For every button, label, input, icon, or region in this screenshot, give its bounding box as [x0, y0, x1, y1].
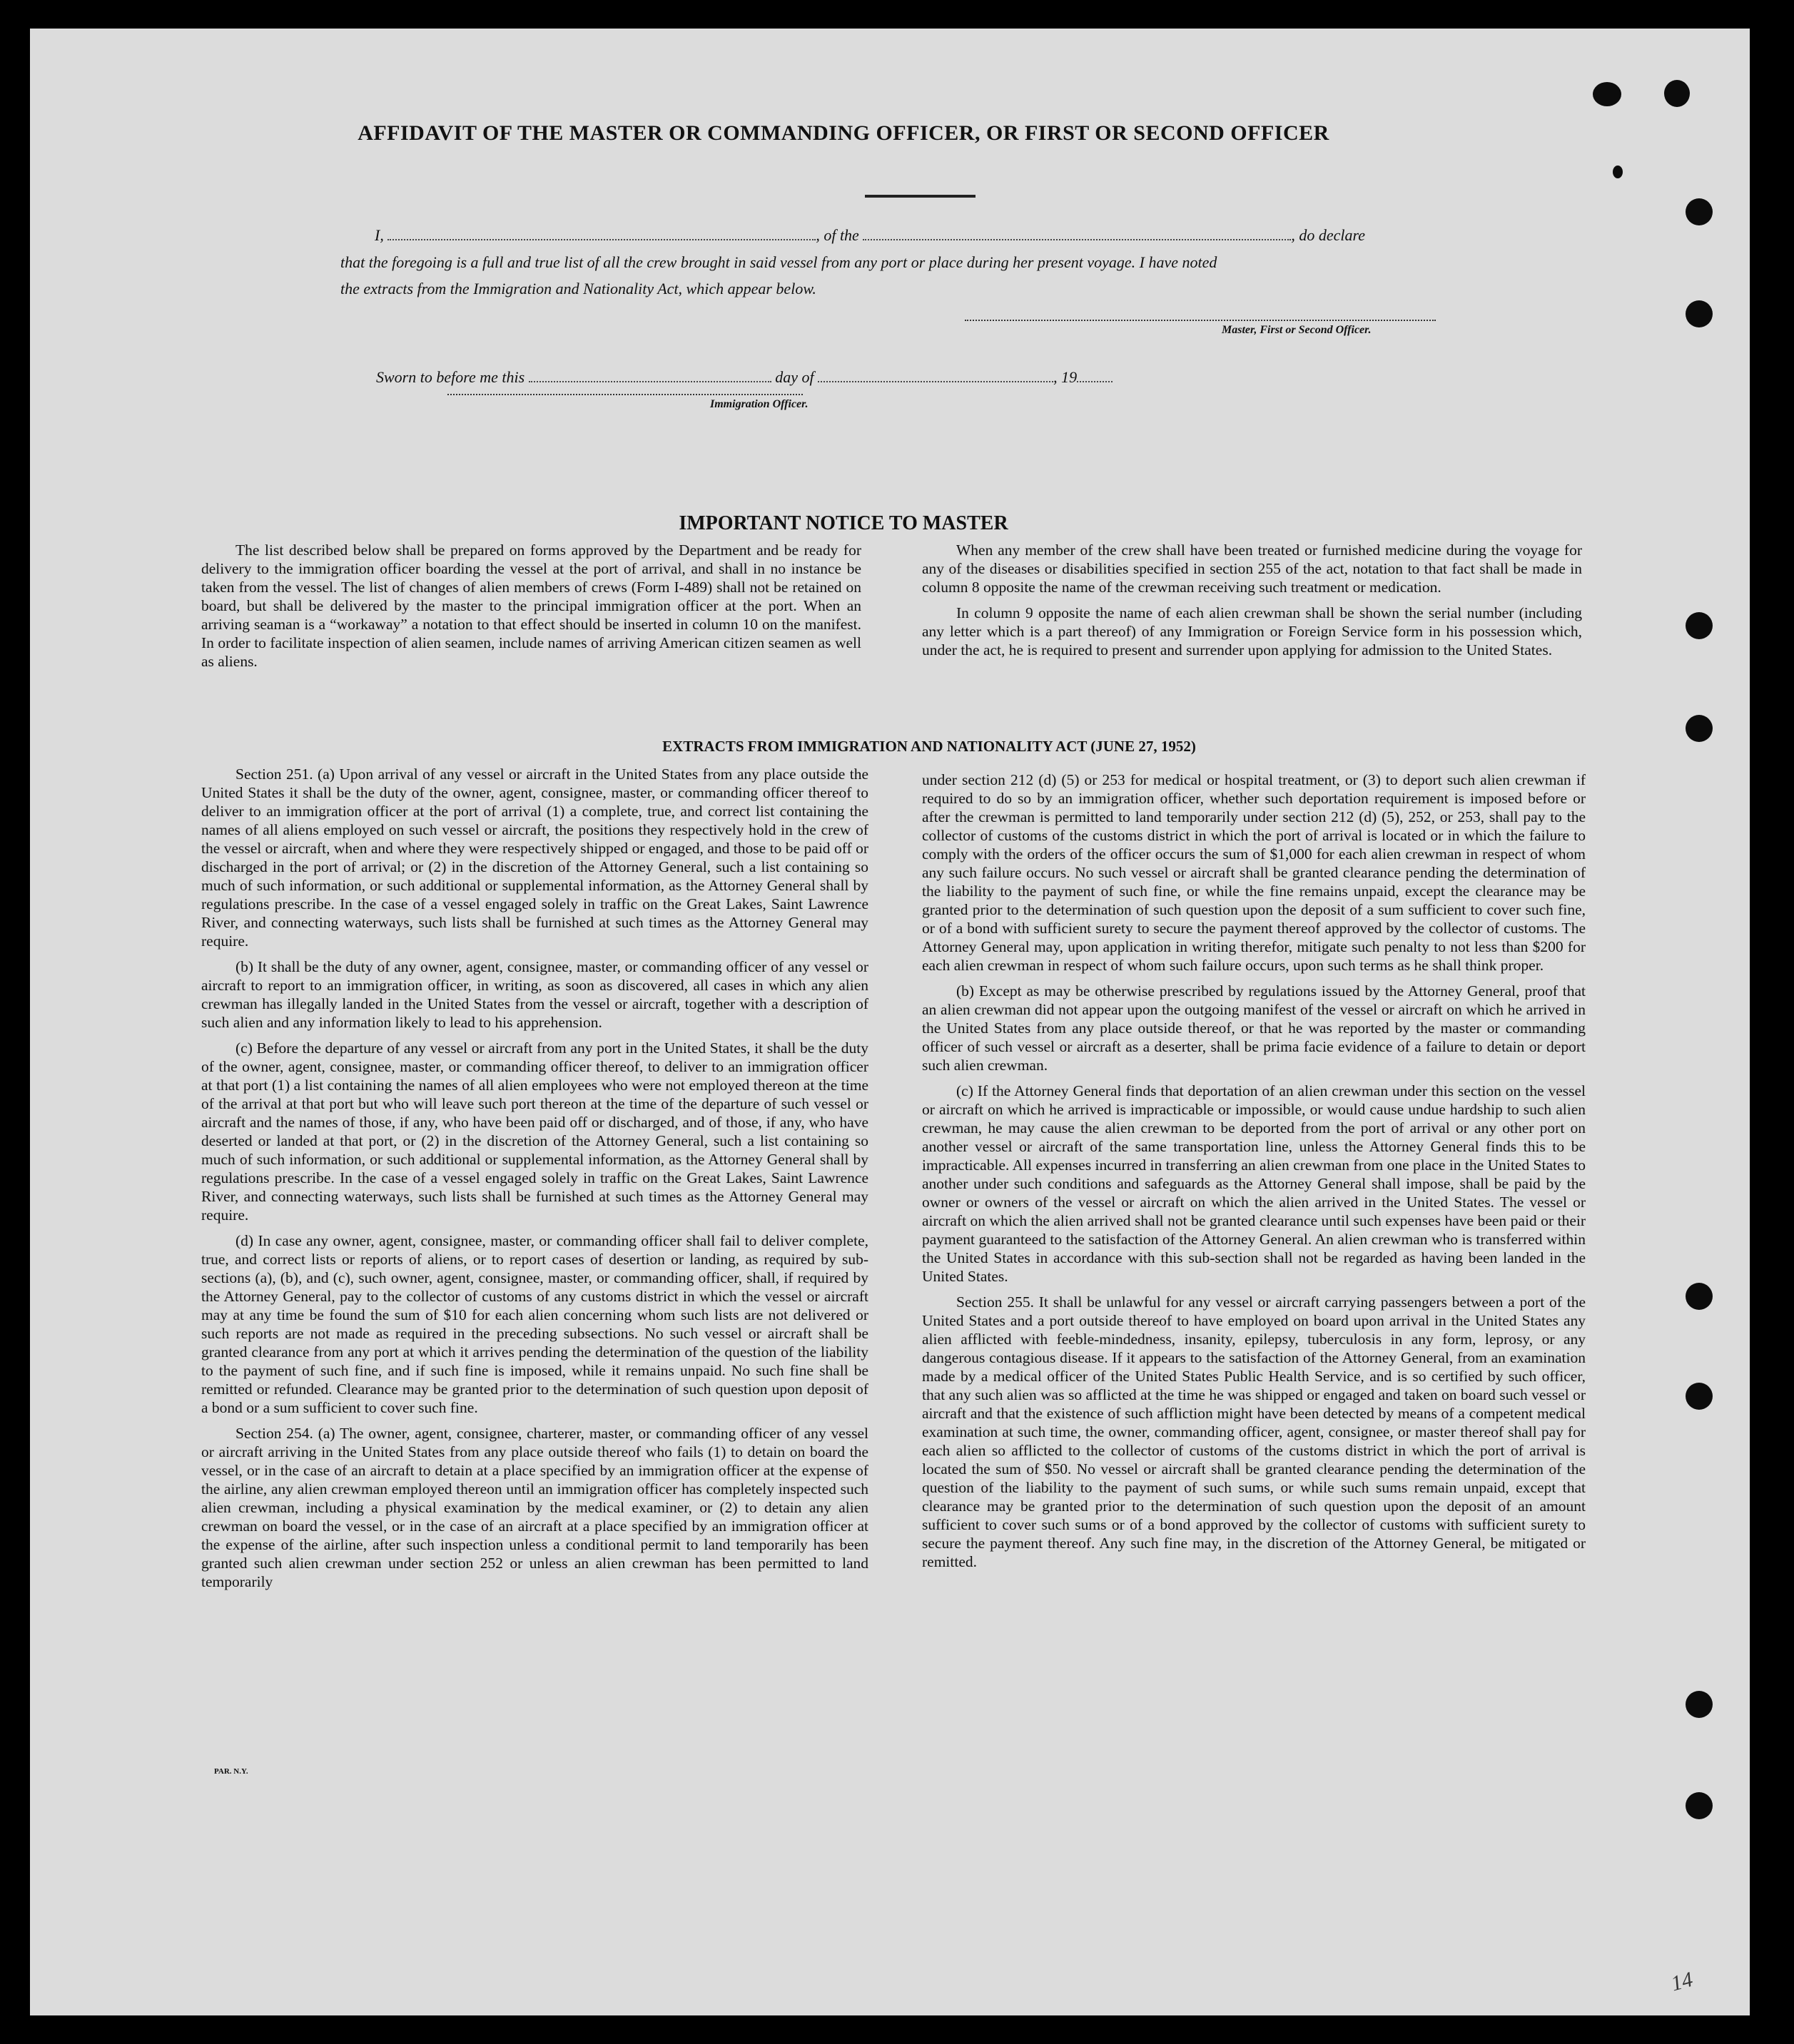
extract-paragraph: Section 255. It shall be unlawful for any vessel or aircraft carrying passengers between a port of the United States and a port outside thereof to have employed on board upon arrival in the United States any alien afflicted with feeble-mindedness, insanity, epilepsy, tuberculosis in any form, leprosy, or any dangerous contagious disease. If it appears to the satisfaction of the Attorney General, from an examination made by a medical officer of the United States Public Health Service, and is so certified by such officer, that any such alien was so afflicted at the time he was shipped or engaged and taken on board such vessel or aircraft and that the existence of such affliction might have been detected by means of a competent medical examination at such time, the owner, commanding officer, agent, consignee, or master thereof shall pay for each alien so afflicted to the collector of customs of the customs district in which the port of arrival is located the sum of $50. No vessel or aircraft shall be granted clearance pending the determination of the question of the liability to the payment of such sums, or while such sums remain unpaid, except that clearance may be granted prior to the determination of such question upon the deposit of an amount sufficient to cover such sums or of a bond approved by the collector of customs with sufficient surety to secure the payment thereof. Any such fine may, in the discretion of the Attorney General, be mitigated or remitted.	[922, 1293, 1586, 1570]
year-label: , 19	[1053, 368, 1078, 386]
extract-paragraph: (d) In case any owner, agent, consignee, master, or commanding officer shall fail to deliver complete, true, and correct lists or reports of aliens, or to report cases of desertion or landing, as required by sub-sections (a), (b), and (c), such owner, agent, consignee, master, or commanding officer, shall, if required by the Attorney General, pay to the collector of customs of any customs district in which the vessel or aircraft may at any time be found the sum of $10 for each alien concerning whom such lists are not delivered or such reports are not made as required in the preceding subsections. No such vessel or aircraft shall be granted clearance from any port at which it arrives pending the determination of the question of the liability to the payment of such fine, and if such fine is imposed, while it remains unpaid. No such fine shall be remitted or refunded. Clearance may be granted prior to the determination of such question upon deposit of a bond or a sum sufficient to cover such fine.	[201, 1232, 868, 1416]
extracts-right-column	[922, 771, 1586, 1578]
printer-mark: PAR. N.Y.	[214, 1767, 248, 1776]
extract-paragraph: Section 254. (a) The owner, agent, consignee, charterer, master, or commanding officer of any vessel or aircraft arriving in the United States from any place outside thereof who fails (1) to detain on board the vessel, or in the case of an aircraft to detain at a place specified by an immigration officer at the expense of the airline, any alien crewman employed thereon until an immigration officer has completely inspected such alien crewman, including a physical examination by the medical examiner, or (2) to detain any alien crewman on board the vessel, or in the case of an aircraft at a place specified by an immigration officer at the expense of the airline, after such inspection unless a conditional permit to land temporarily has been granted such alien crewman under section 252 or unless an alien crewman has been permitted to land temporarily	[201, 1425, 868, 1590]
extract-paragraph: (b) Except as may be otherwise prescribed by regulations issued by the Attorney General, proof that an alien crewman did not appear upon the outgoing manifest of the vessel or aircraft on which he arrived in the United States from any place outside thereof, or that he was reported by the master or commanding officer of such vessel or aircraft as a deserter, shall be prima facie evidence of a failure to detain or deport such alien crewman.	[922, 982, 1586, 1074]
punch-hole	[1686, 715, 1713, 742]
extract-paragraph: Section 251. (a) Upon arrival of any vessel or aircraft in the United States from any place outside the United States it shall be the duty of the owner, agent, consignee, master, or commanding officer thereof to deliver to an immigration officer at the port of arrival (1) a complete, true, and correct list containing the names of all aliens employed on such vessel or aircraft, the positions they respectively hold in the crew of the vessel or aircraft, when and where they were respectively shipped or engaged, and those to be paid off or discharged in the port of arrival; or (2) in the discretion of the Attorney General, such a list containing so much of such information, or such additional or supplemental information, as the Attorney General shall by regulations prescribe. In the case of a vessel engaged solely in traffic on the Great Lakes, Saint Lawrence River, and connecting waterways, such lists shall be furnished at such times as the Attorney General may require.	[201, 766, 868, 950]
notice-paragraph: In column 9 opposite the name of each alien crewman shall be shown the serial number (including any letter which is a part thereof) of any Immigration or Foreign Service form in his possession which, under the act, he is required to present and surrender upon applying for admission to the United States.	[922, 604, 1582, 659]
declaration-line-1	[375, 226, 1474, 245]
punch-hole	[1686, 1691, 1713, 1718]
ink-blot	[1593, 82, 1621, 106]
punch-hole	[1686, 1283, 1713, 1310]
notice-title: IMPORTANT NOTICE TO MASTER	[679, 512, 1008, 534]
vessel-blank[interactable]	[863, 226, 1291, 240]
name-blank[interactable]	[387, 226, 816, 240]
punch-hole	[1686, 300, 1713, 327]
extract-paragraph: (c) Before the departure of any vessel or aircraft from any port in the United States, it shall be the duty of the owner, agent, consignee, master, or commanding officer thereof, to deliver to an immigration officer at that port (1) a list containing the names of all alien employees who were not employed thereon at the time of the arrival at that port but who will leave such port thereon at the time of the departure of such vessel or aircraft and the names of those, if any, who have been paid off or discharged, and of those, if any, who have deserted or landed at that port, or (2) in the discretion of the Attorney General, such a list containing so much of such information, or such additional or supplemental information, as the Attorney General shall by regulations prescribe. In the case of a vessel engaged solely in traffic on the Great Lakes, Saint Lawrence River, and connecting waterways, such lists shall be furnished at such times as the Attorney General may require.	[201, 1039, 868, 1224]
extracts-title: EXTRACTS FROM IMMIGRATION AND NATIONALITY ACT (JUNE 27, 1952)	[662, 738, 1196, 755]
year-blank[interactable]	[1077, 368, 1113, 382]
sworn-month-blank[interactable]	[818, 368, 1053, 382]
page-number: 14	[1668, 1967, 1696, 1996]
declaration-line-2: that the foregoing is a full and true list of all the crew brought in said vessel from any port or place during her present voyage. I have noted	[340, 253, 1217, 271]
punch-hole	[1686, 1383, 1713, 1410]
document-page	[30, 29, 1750, 2015]
extract-paragraph: (b) It shall be the duty of any owner, agent, consignee, master, or commanding officer of any vessel or aircraft to report to an immigration officer, in writing, as soon as discovered, all cases in which any alien crewman has illegally landed in the United States from the vessel or aircraft, together with a description of such alien and any information likely to lead to his apprehension.	[201, 958, 868, 1031]
declaration-line-3: the extracts from the Immigration and Nationality Act, which appear below.	[340, 280, 816, 298]
ink-blot	[1664, 80, 1690, 107]
sworn-day-blank[interactable]	[529, 368, 771, 382]
extract-paragraph: under section 212 (d) (5) or 253 for medical or hospital treatment, or (3) to deport such alien crewman if required to do so by an immigration officer, whether such deportation requirement is imposed before or after the crewman is permitted to land temporarily under section 212 (d) (5), 252, or 253, shall pay to the collector of customs of the customs district in which the port of arrival is located or in which the failure to comply with the orders of the officer occurs the sum of $1,000 for each alien crewman in respect of whom any such failure occurs. No such vessel or aircraft shall be granted clearance pending the determination of the liability to the payment of such fine, or while the fine remains unpaid, except the clearance may be granted prior to the determination of such question upon the deposit of a sum sufficient to cover such fine, or of a bond with sufficient surety to secure the payment thereof approved by the collector of customs. The Attorney General may, upon application in writing therefor, mitigate such penalty to not less than $200 for each alien crewman in respect of whom such failure occurs, upon such terms as he shall think proper.	[922, 771, 1586, 974]
extract-paragraph: (c) If the Attorney General finds that deportation of an alien crewman under this section on the vessel or aircraft on which he arrived is impracticable or impossible, or would cause undue hardship to such alien crewman, he may cause the alien crewman to be deported from the port of arrival or any other port on another vessel or aircraft of the same transportation line, unless the Attorney General finds this to be impracticable. All expenses incurred in transferring an alien crewman from one place in the United States to another under such conditions and safeguards as the Attorney General shall impose, shall be paid by the owner or owners of the vessel or aircraft on which the alien arrived in the United States. The vessel or aircraft on which the alien arrived shall not be granted clearance until such expenses have been paid or their payment guaranteed to the satisfaction of the Attorney General. An alien crewman who is transferred within the United States in accordance with this sub-section shall not be regarded as having been landed in the United States.	[922, 1082, 1586, 1285]
extracts-left-column	[201, 765, 868, 1598]
notice-right-column	[922, 541, 1582, 666]
master-signature-line[interactable]	[965, 320, 1436, 321]
of-the-label: , of the	[816, 226, 859, 244]
day-of-label: day of	[775, 368, 814, 386]
punch-hole	[1686, 1792, 1713, 1819]
do-declare-label: , do declare	[1291, 226, 1365, 244]
notice-left-column	[201, 541, 861, 678]
immigration-signature-label: Immigration Officer.	[710, 398, 809, 410]
notice-paragraph: The list described below shall be prepared on forms approved by the Department and be ready for delivery to the immigration officer boarding the vessel at the port of arrival, and shall in no instance be taken from the vessel. The list of changes of alien members of crews (Form I-489) shall not be retained on board, but shall be delivered by the master to the principal immigration officer at the port. When an arriving seaman is a “workaway” a notation to that effect should be inserted in column 10 on the manifest. In order to facilitate inspection of alien seamen, include names of arriving American citizen seamen as well as aliens.	[201, 541, 861, 670]
sworn-label: Sworn to before me this	[376, 368, 525, 386]
immigration-signature-line[interactable]	[447, 394, 803, 395]
title-rule	[865, 195, 975, 198]
master-signature-label: Master, First or Second Officer.	[1222, 324, 1372, 336]
punch-hole	[1686, 612, 1713, 639]
affidavit-title: AFFIDAVIT OF THE MASTER OR COMMANDING OFFICER, OR FIRST OR SECOND OFFICER	[358, 121, 1329, 145]
punch-hole	[1686, 198, 1713, 225]
ink-blot	[1613, 166, 1623, 178]
i-label: I,	[375, 226, 384, 244]
sworn-line	[376, 368, 1232, 387]
notice-paragraph: When any member of the crew shall have been treated or furnished medicine during the voyage for any of the diseases or disabilities specified in section 255 of the act, notation to that fact shall be made in column 8 opposite the name of the crewman receiving such treatment or medication.	[922, 541, 1582, 596]
